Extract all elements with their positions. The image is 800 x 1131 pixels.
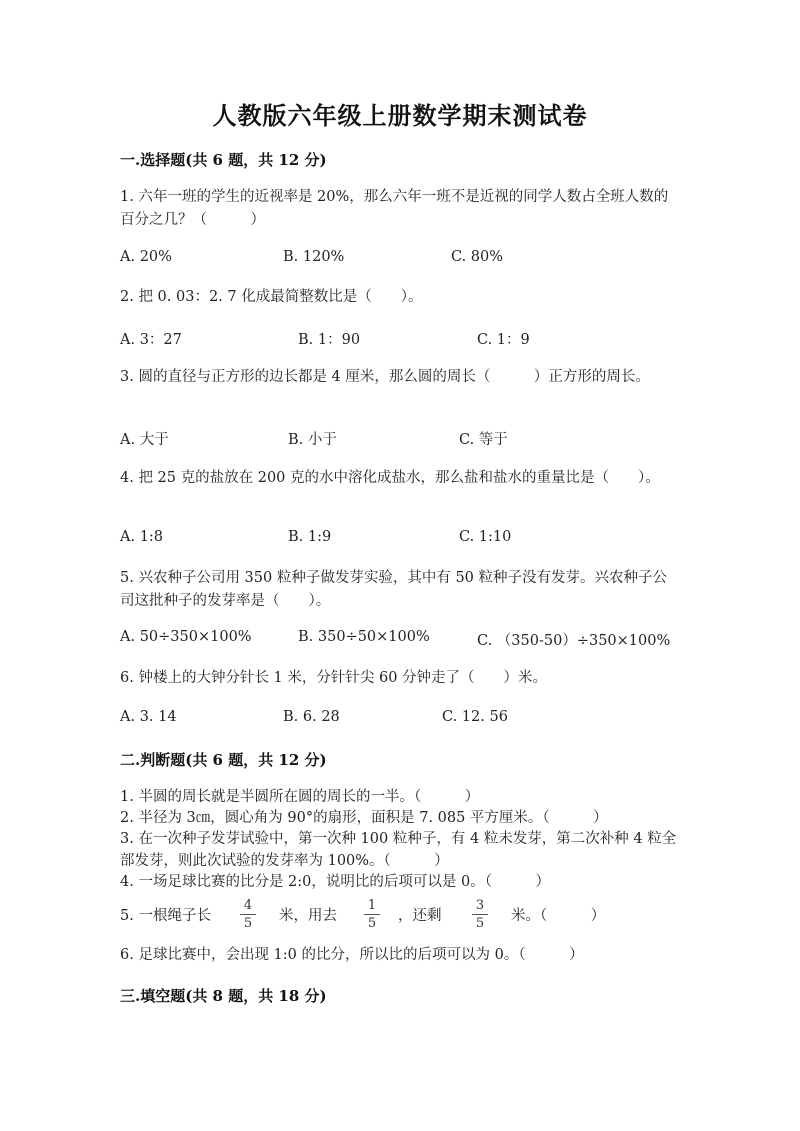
fraction-one-fifth [364,898,380,931]
option-c: C. 1：9 [477,332,530,348]
options-2 [120,328,720,350]
judge-item-1: 1. 半圆的周长就是半圆所在圆的周长的一半。（ ） [120,789,480,805]
fraction-numerator: 3 [472,898,488,915]
option-a: A. 3：27 [120,332,182,348]
option-a: A. 大于 [120,432,169,448]
section-heading-fill: 三.填空题(共 8 题，共 18 分) [120,987,327,1005]
judge-item-6: 6. 足球比赛中，会出现 1:0 的比分，所以比的后项可以为 0。（ ） [120,947,584,963]
judge-item-3: 3. 在一次种子发芽试验中，第一次种 100 粒种子，有 4 粒未发芽，第二次补种 4 粒全部发芽，则此次试验的发芽率为 100%。（ ） [120,831,677,869]
option-b: B. 120% [283,249,345,265]
options-3 [120,428,720,450]
option-c: C. 等于 [459,432,508,448]
fraction-denominator: 5 [475,916,485,931]
question-6: 6. 钟楼上的大钟分针长 1 米，分针针尖 60 分钟走了（ ）米。 [120,670,548,686]
options-4 [120,529,720,551]
option-a: A. 3. 14 [120,709,177,725]
question-4: 4. 把 25 克的盐放在 200 克的水中溶化成盐水，那么盐和盐水的重量比是（ ）。 [120,470,660,486]
option-b: B. 6. 28 [283,709,340,725]
option-b: B. 1:9 [288,529,332,545]
fraction-denominator: 5 [243,916,253,931]
option-c: C. 12. 56 [442,709,508,725]
question-1: 1. 六年一班的学生的近视率是 20%，那么六年一班不是近视的同学人数占全班人数的百分之几？（ ） [120,189,669,228]
option-a: A. 20% [120,249,172,265]
option-a: A. 50÷350×100% [120,629,252,645]
fraction-three-fifths [472,898,488,931]
item5-mid2: ，还剩 [398,908,442,924]
option-a: A. 1:8 [120,529,164,545]
section-heading-judge: 二.判断题(共 6 题，共 12 分) [120,751,327,769]
question-5: 5. 兴农种子公司用 350 粒种子做发芽实验，其中有 50 粒种子没有发芽。兴农种子公司这批种子的发芽率是（ ）。 [120,570,668,609]
page-title: 人教版六年级上册数学期末测试卷 [212,101,588,130]
options-6 [120,709,720,731]
question-2: 2. 把 0. 03：2. 7 化成最简整数比是（ ）。 [120,289,423,305]
question-3: 3. 圆的直径与正方形的边长都是 4 厘米，那么圆的周长（ ）正方形的周长。 [120,369,650,385]
option-c: C. 1:10 [459,529,512,545]
option-c: C. （350-50）÷350×100% [477,633,671,649]
section-heading-choice: 一.选择题(共 6 题，共 12 分) [120,151,327,169]
option-b: B. 1：90 [298,332,361,348]
item5-mid1: 米，用去 [279,908,337,924]
item5-prefix: 5. 一根绳子长 [120,908,211,924]
judge-item-2: 2. 半径为 3㎝，圆心角为 90°的扇形，面积是 7. 085 平方厘米。（ ） [120,810,608,826]
fraction-four-fifths [240,898,256,931]
judge-item-4: 4. 一场足球比赛的比分是 2:0，说明比的后项可以是 0。（ ） [120,874,550,890]
option-b: B. 350÷50×100% [298,629,430,645]
fraction-denominator: 5 [367,916,377,931]
item5-suffix: 米。（ ） [511,908,606,924]
option-c: C. 80% [451,249,504,265]
option-b: B. 小于 [288,432,337,448]
fraction-numerator: 1 [364,898,380,915]
fraction-numerator: 4 [240,898,256,915]
options-1 [120,249,720,271]
options-5 [120,629,720,651]
